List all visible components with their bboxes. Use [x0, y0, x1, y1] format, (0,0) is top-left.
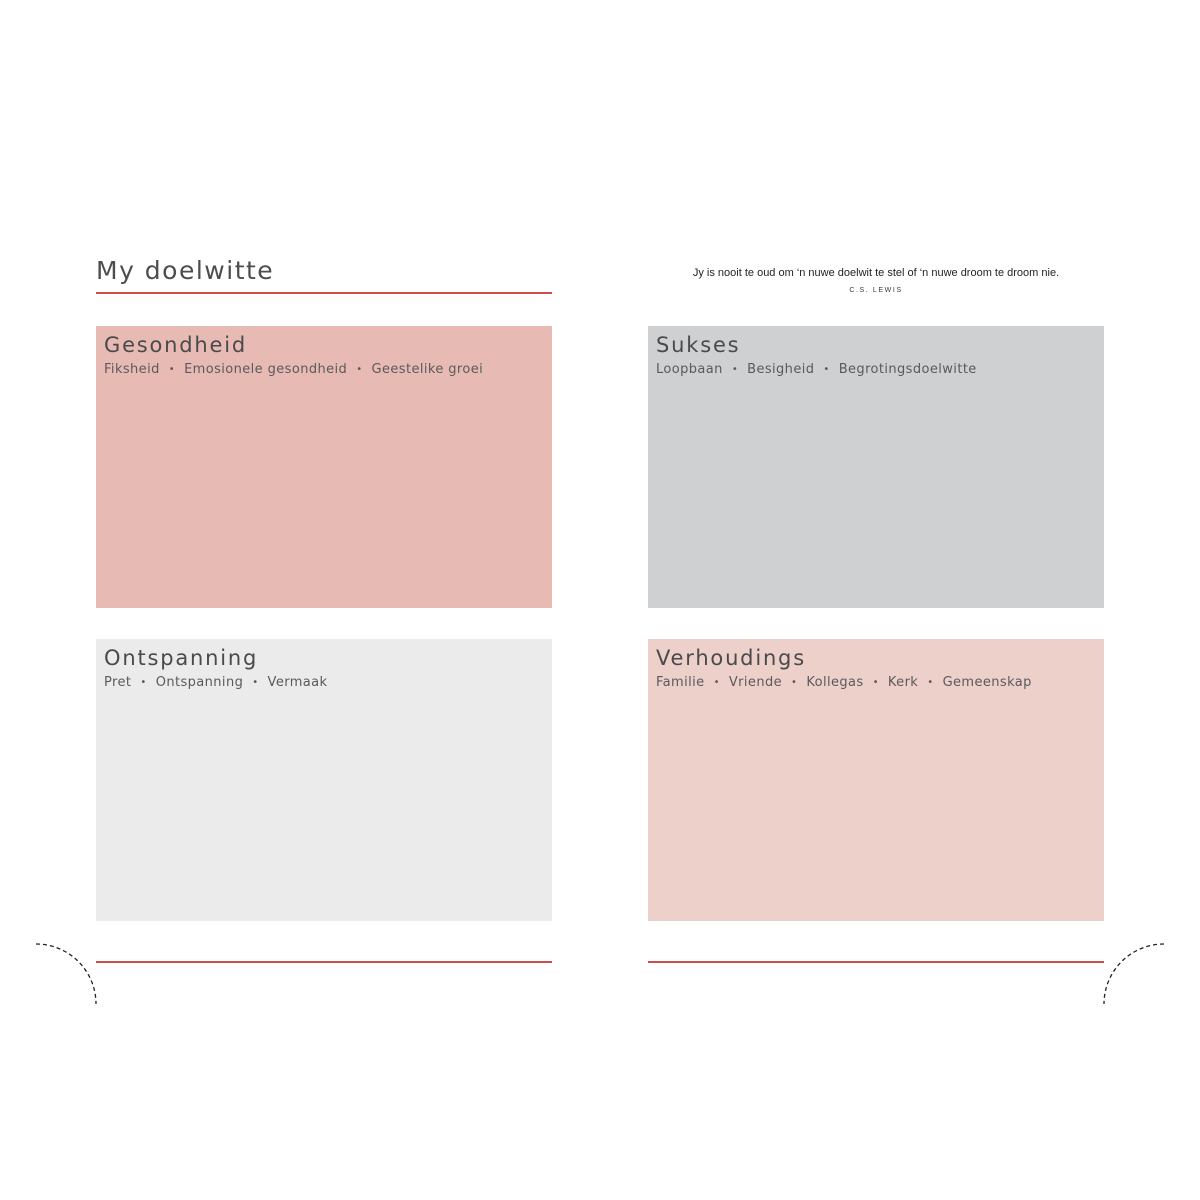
bottom-rule-left: [96, 961, 552, 963]
card-tag: Kollegas: [806, 675, 864, 690]
card-title: Ontspanning: [104, 646, 259, 670]
title-underline: [96, 292, 552, 294]
card-tags: [656, 362, 1096, 377]
card-tag: Kerk: [887, 675, 919, 690]
quote-text: Jy is nooit te oud om ‘n nuwe doelwit te stel of ‘n nuwe droom te droom nie.: [692, 267, 1060, 279]
bullet-separator-icon: •: [356, 364, 363, 375]
bullet-separator-icon: •: [252, 677, 259, 688]
card-tag: Emosionele gesondheid: [184, 362, 348, 377]
card-tags: [104, 675, 544, 690]
card-tag: Geestelike groei: [371, 362, 484, 377]
bullet-separator-icon: •: [791, 677, 798, 688]
dashed-arc-right-icon: [1050, 938, 1170, 1058]
goal-card-health[interactable]: [96, 326, 552, 608]
card-tag: Vermaak: [267, 675, 328, 690]
dashed-arc-left-icon: [30, 938, 150, 1058]
bullet-separator-icon: •: [731, 364, 739, 375]
bullet-separator-icon: •: [140, 677, 147, 688]
card-title: Verhoudings: [656, 646, 806, 670]
bullet-separator-icon: •: [713, 677, 720, 688]
card-tag: Pret: [104, 675, 132, 690]
card-tag: Gemeenskap: [942, 675, 1032, 690]
bullet-separator-icon: •: [927, 677, 934, 688]
card-tag: Fiksheid: [104, 362, 160, 377]
goal-card-relaxation[interactable]: [96, 639, 552, 921]
card-tag: Vriende: [728, 675, 783, 690]
card-tag: Besigheid: [747, 362, 815, 377]
goal-card-success[interactable]: [648, 326, 1104, 608]
bullet-separator-icon: •: [872, 677, 879, 688]
goal-card-relationships[interactable]: [648, 639, 1104, 921]
page-title: My doelwitte: [96, 256, 275, 285]
card-tags: [104, 362, 544, 377]
card-tag: Familie: [656, 675, 705, 690]
bullet-separator-icon: •: [823, 364, 830, 375]
card-title: Sukses: [656, 333, 741, 357]
card-tag: Ontspanning: [155, 675, 244, 690]
card-title: Gesondheid: [104, 333, 248, 357]
bullet-separator-icon: •: [168, 364, 176, 375]
card-tag: Loopbaan: [656, 362, 723, 377]
quote-author: C.S. LEWIS: [849, 287, 903, 294]
card-tag: Begrotingsdoelwitte: [838, 362, 977, 377]
card-tags: [656, 675, 1096, 690]
bottom-rule-right: [648, 961, 1104, 963]
